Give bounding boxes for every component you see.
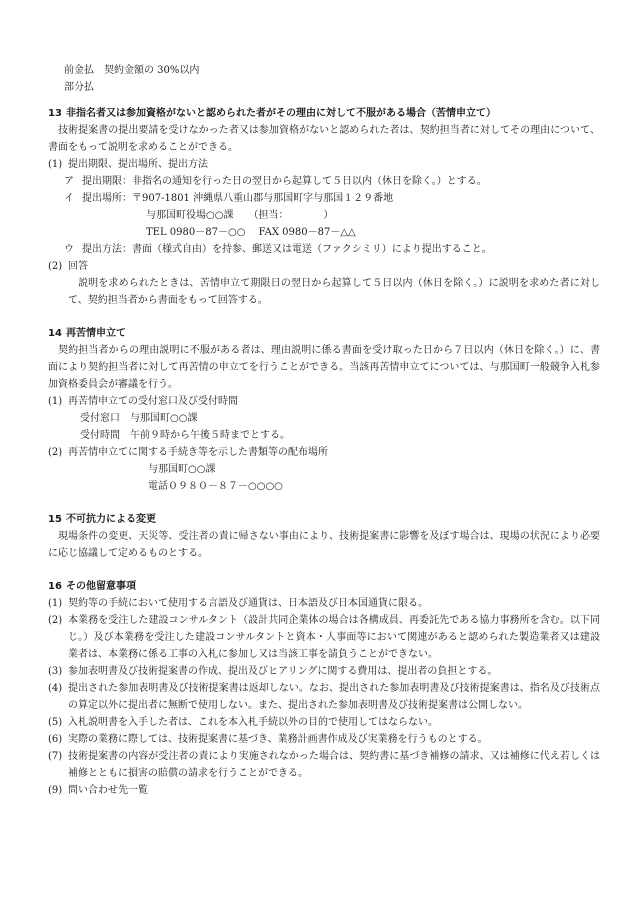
section-14-window: 受付窓口 与那国町○○課	[80, 413, 198, 424]
section-13-intro: 技術提案書の提出要請を受けなかった者又は参加資格がないと認められた者は、契約担当者に対してその理由について、書面をもって説明を求めることができる。	[48, 125, 600, 153]
section-16-item: (7) 技術提案書の内容が受注者の責により実施されなかった場合は、契約書に基づき補修の請求、又は補修に代え若しくは補修とともに損害の賠償の請求を行うことができる。	[48, 751, 600, 779]
section-13-sub-a: ア 提出期限：非指名の通知を行った日の翌日から起算して５日以内（休日を除く。）とする。	[64, 176, 487, 187]
section-13-sub-c: ウ 提出方法：書面（様式自由）を持参、郵送又は電送（ファクシミリ）により提出すること。	[64, 244, 492, 255]
section-14-hours: 受付時間 午前９時から午後５時までとする。	[80, 430, 290, 441]
section-13-heading: 13 非指名者又は参加資格がないと認められた者がその理由に対して不服がある場合（苦情申立て）	[48, 108, 496, 119]
section-16-item: (9) 問い合わせ先一覧	[48, 785, 148, 796]
section-14-item-2: (2) 再苦情申立てに関する手続き等を示した書類等の配布場所	[48, 447, 328, 458]
section-13-sub-b: イ 提出場所：〒907-1801 沖縄県八重山郡与那国町字与那国１２９番地	[64, 193, 394, 204]
section-14-intro: 契約担当者からの理由説明に不服がある者は、理由説明に係る書面を受け取った日から７日以内（休日を除く。）に、書面により契約担当者に対して再苦情の申立てを行うことができる。当該再苦情申立てについては、与那国町一般競争入札参加資格委員会が審議を行う。	[48, 345, 600, 390]
section-15-heading: 15 不可抗力による変更	[48, 514, 156, 525]
section-16-item: (4) 提出された参加表明書及び技術提案書は返却しない。なお、提出された参加表明書及び技術提案書は、指名及び技術点の算定以外に提出者に無断で使用しない。また、提出された参加表明書及び技術提案書は公開しない。	[48, 683, 600, 711]
section-16-heading: 16 その他留意事項	[48, 581, 136, 592]
section-14-item-1: (1) 再苦情申立ての受付窓口及び受付時間	[48, 396, 238, 407]
section-13-item-2: (2) 回答	[48, 261, 88, 272]
section-16-item: (6) 実際の業務に際しては、技術提案書に基づき、業務計画書作成及び実業務を行うものとする。	[48, 734, 488, 745]
section-13-answer: 説明を求められたときは、苦情申立て期限日の翌日から起算して５日以内（休日を除く。）に説明を求めた者に対して、契約担当者から書面をもって回答する。	[68, 278, 600, 306]
section-13-contact: TEL 0980－87－○○ FAX 0980－87－△△	[146, 227, 356, 238]
section-13-office: 与那国町役場○○課 （担当： ）	[146, 210, 334, 221]
section-16-item: (3) 参加表明書及び技術提案書の作成、提出及びヒアリングに関する費用は、提出者の負担とする。	[48, 666, 498, 677]
section-16-item: (2) 本業務を受注した建設コンサルタント（設計共同企業体の場合は各構成員、再委託先である協力事務所を含む。以下同じ。）及び本業務を受注した建設コンサルタントと資本・人事面等において関連があると認められた製造業者又は建設業者は、本業務に係る工事の入札に参加し又は当該工事を請負うことができない。	[48, 615, 600, 660]
section-16-item: (1) 契約等の手続において使用する言語及び通貨は、日本語及び日本国通貨に限る。	[48, 598, 428, 609]
payment-partial: 部分払	[64, 82, 94, 93]
section-14-dept: 与那国町○○課	[148, 464, 216, 475]
section-16-item: (5) 入札説明書を入手した者は、これを本入札手続以外の目的で使用してはならない。	[48, 717, 438, 728]
section-13-item-1: (1) 提出期限、提出場所、提出方法	[48, 159, 208, 170]
section-14-heading: 14 再苦情申立て	[48, 328, 126, 339]
section-15-intro: 現場条件の変更、天災等、受注者の責に帰さない事由により、技術提案書に影響を及ぼす場合は、現場の状況により必要に応じ協議して定めるものとする。	[48, 531, 600, 559]
section-14-phone: 電話０９８０－８７－○○○○	[148, 481, 283, 492]
payment-advance: 前金払 契約金額の 30%以内	[64, 65, 200, 76]
